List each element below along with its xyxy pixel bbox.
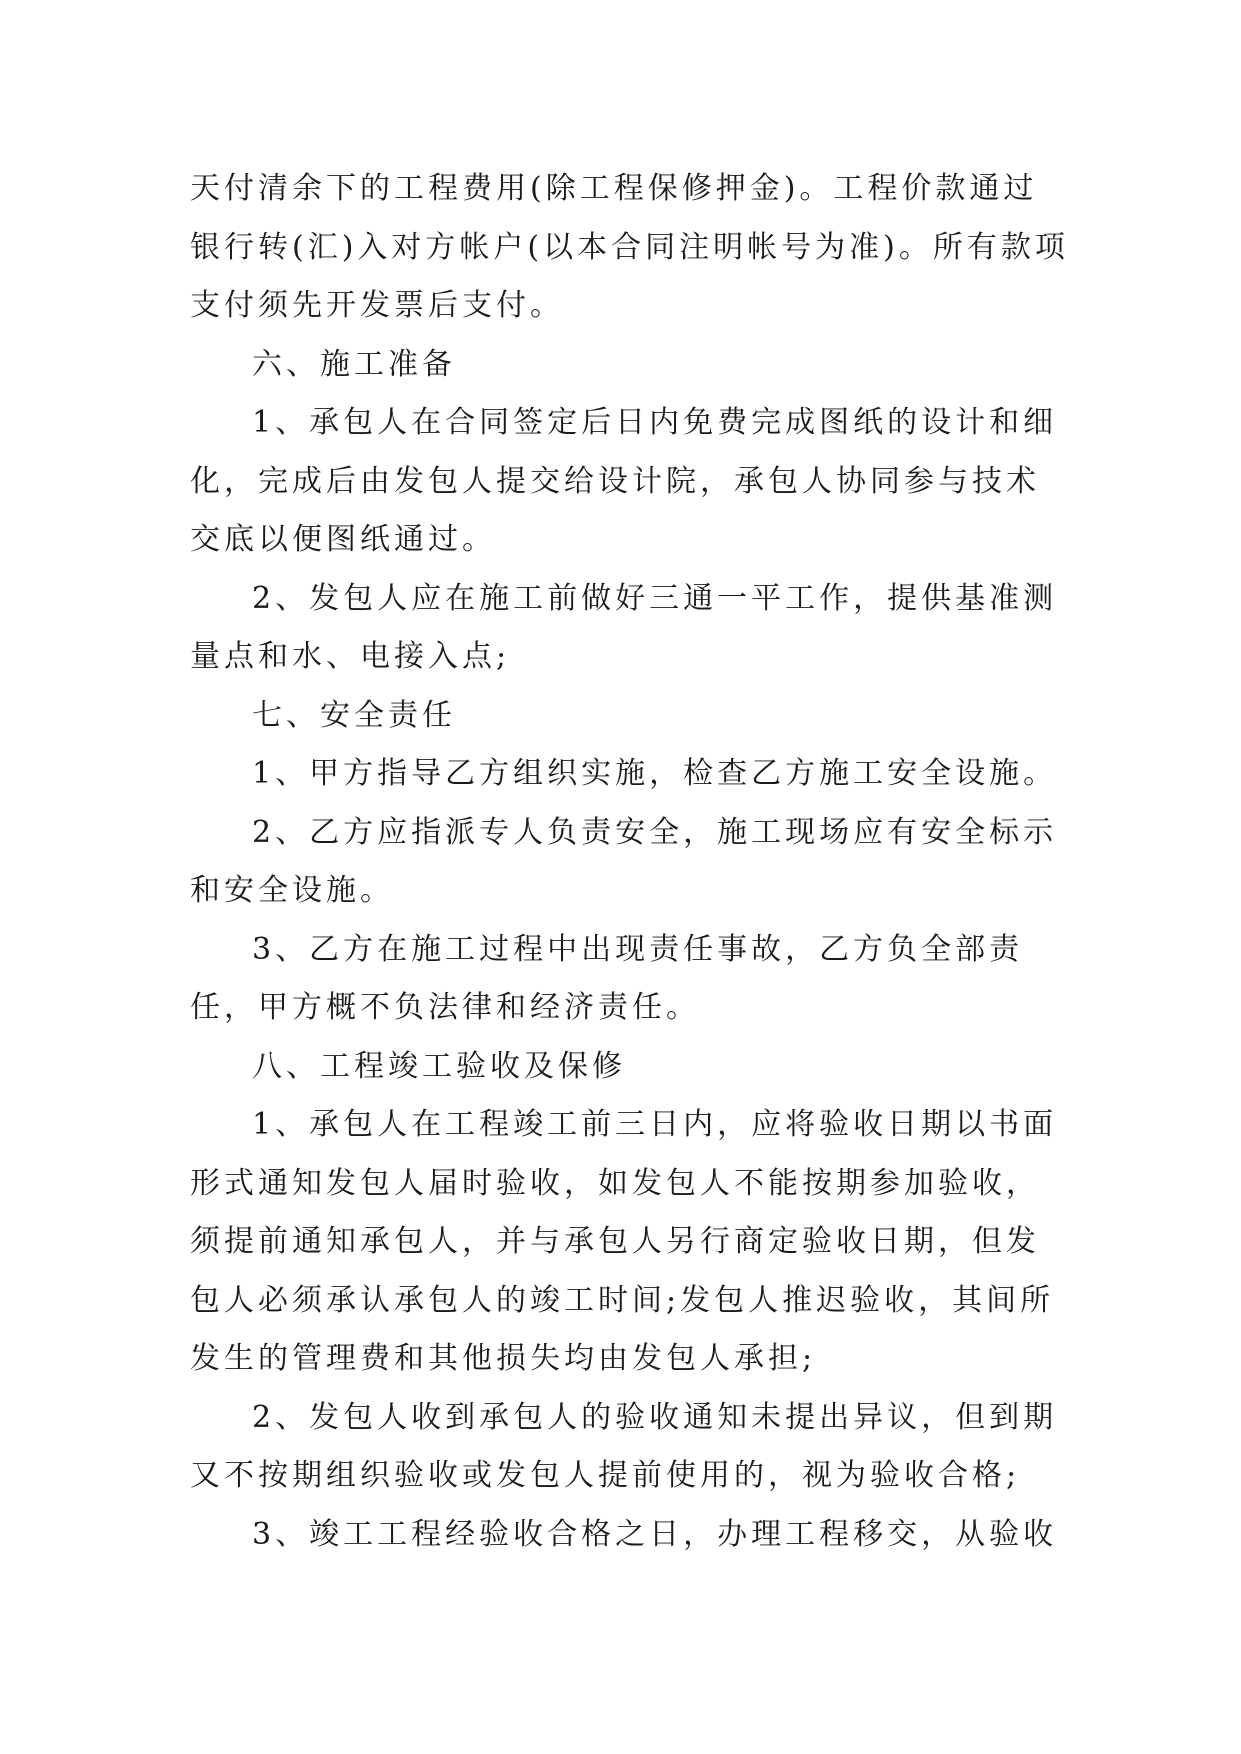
paragraph: 天付清余下的工程费用(除工程保修押金)。工程价款通过银行转(汇)入对方帐户(以本合同注明帐号为准)。所有款项支付须先开发票后支付。 (190, 171, 1069, 323)
paragraph: 2、发包人应在施工前做好三通一平工作，提供基准测量点和水、电接入点; (190, 580, 1058, 674)
section-heading: 七、安全责任 (252, 697, 456, 733)
paragraph: 2、发包人收到承包人的验收通知未提出异议，但到期又不按期组织验收或发包人提前使用的，视为验收合格; (190, 1399, 1058, 1493)
paragraph: 1、承包人在工程竣工前三日内，应将验收日期以书面形式通知发包人届时验收，如发包人不能按期参加验收，须提前通知承包人，并与承包人另行商定验收日期，但发包人必须承认承包人的竣工时间;发包人推迟验收，其间所发生的管理费和其他损失均由发包人承担; (190, 1107, 1058, 1376)
paragraph: 3、乙方在施工过程中出现责任事故，乙方负全部责任，甲方概不负法律和经济责任。 (190, 931, 1024, 1025)
section-heading: 八、工程竣工验收及保修 (252, 1048, 626, 1084)
paragraph: 3、竣工工程经验收合格之日，办理工程移交，从验收 (252, 1516, 1058, 1552)
paragraph: 2、乙方应指派专人负责安全，施工现场应有安全标示和安全设施。 (190, 814, 1058, 908)
section-heading: 六、施工准备 (252, 346, 456, 382)
paragraph: 1、甲方指导乙方组织实施，检查乙方施工安全设施。 (252, 756, 1058, 791)
paragraph: 1、承包人在合同签定后日内免费完成图纸的设计和细化，完成后由发包人提交给设计院，承包人协同参与技术交底以便图纸通过。 (190, 405, 1058, 557)
